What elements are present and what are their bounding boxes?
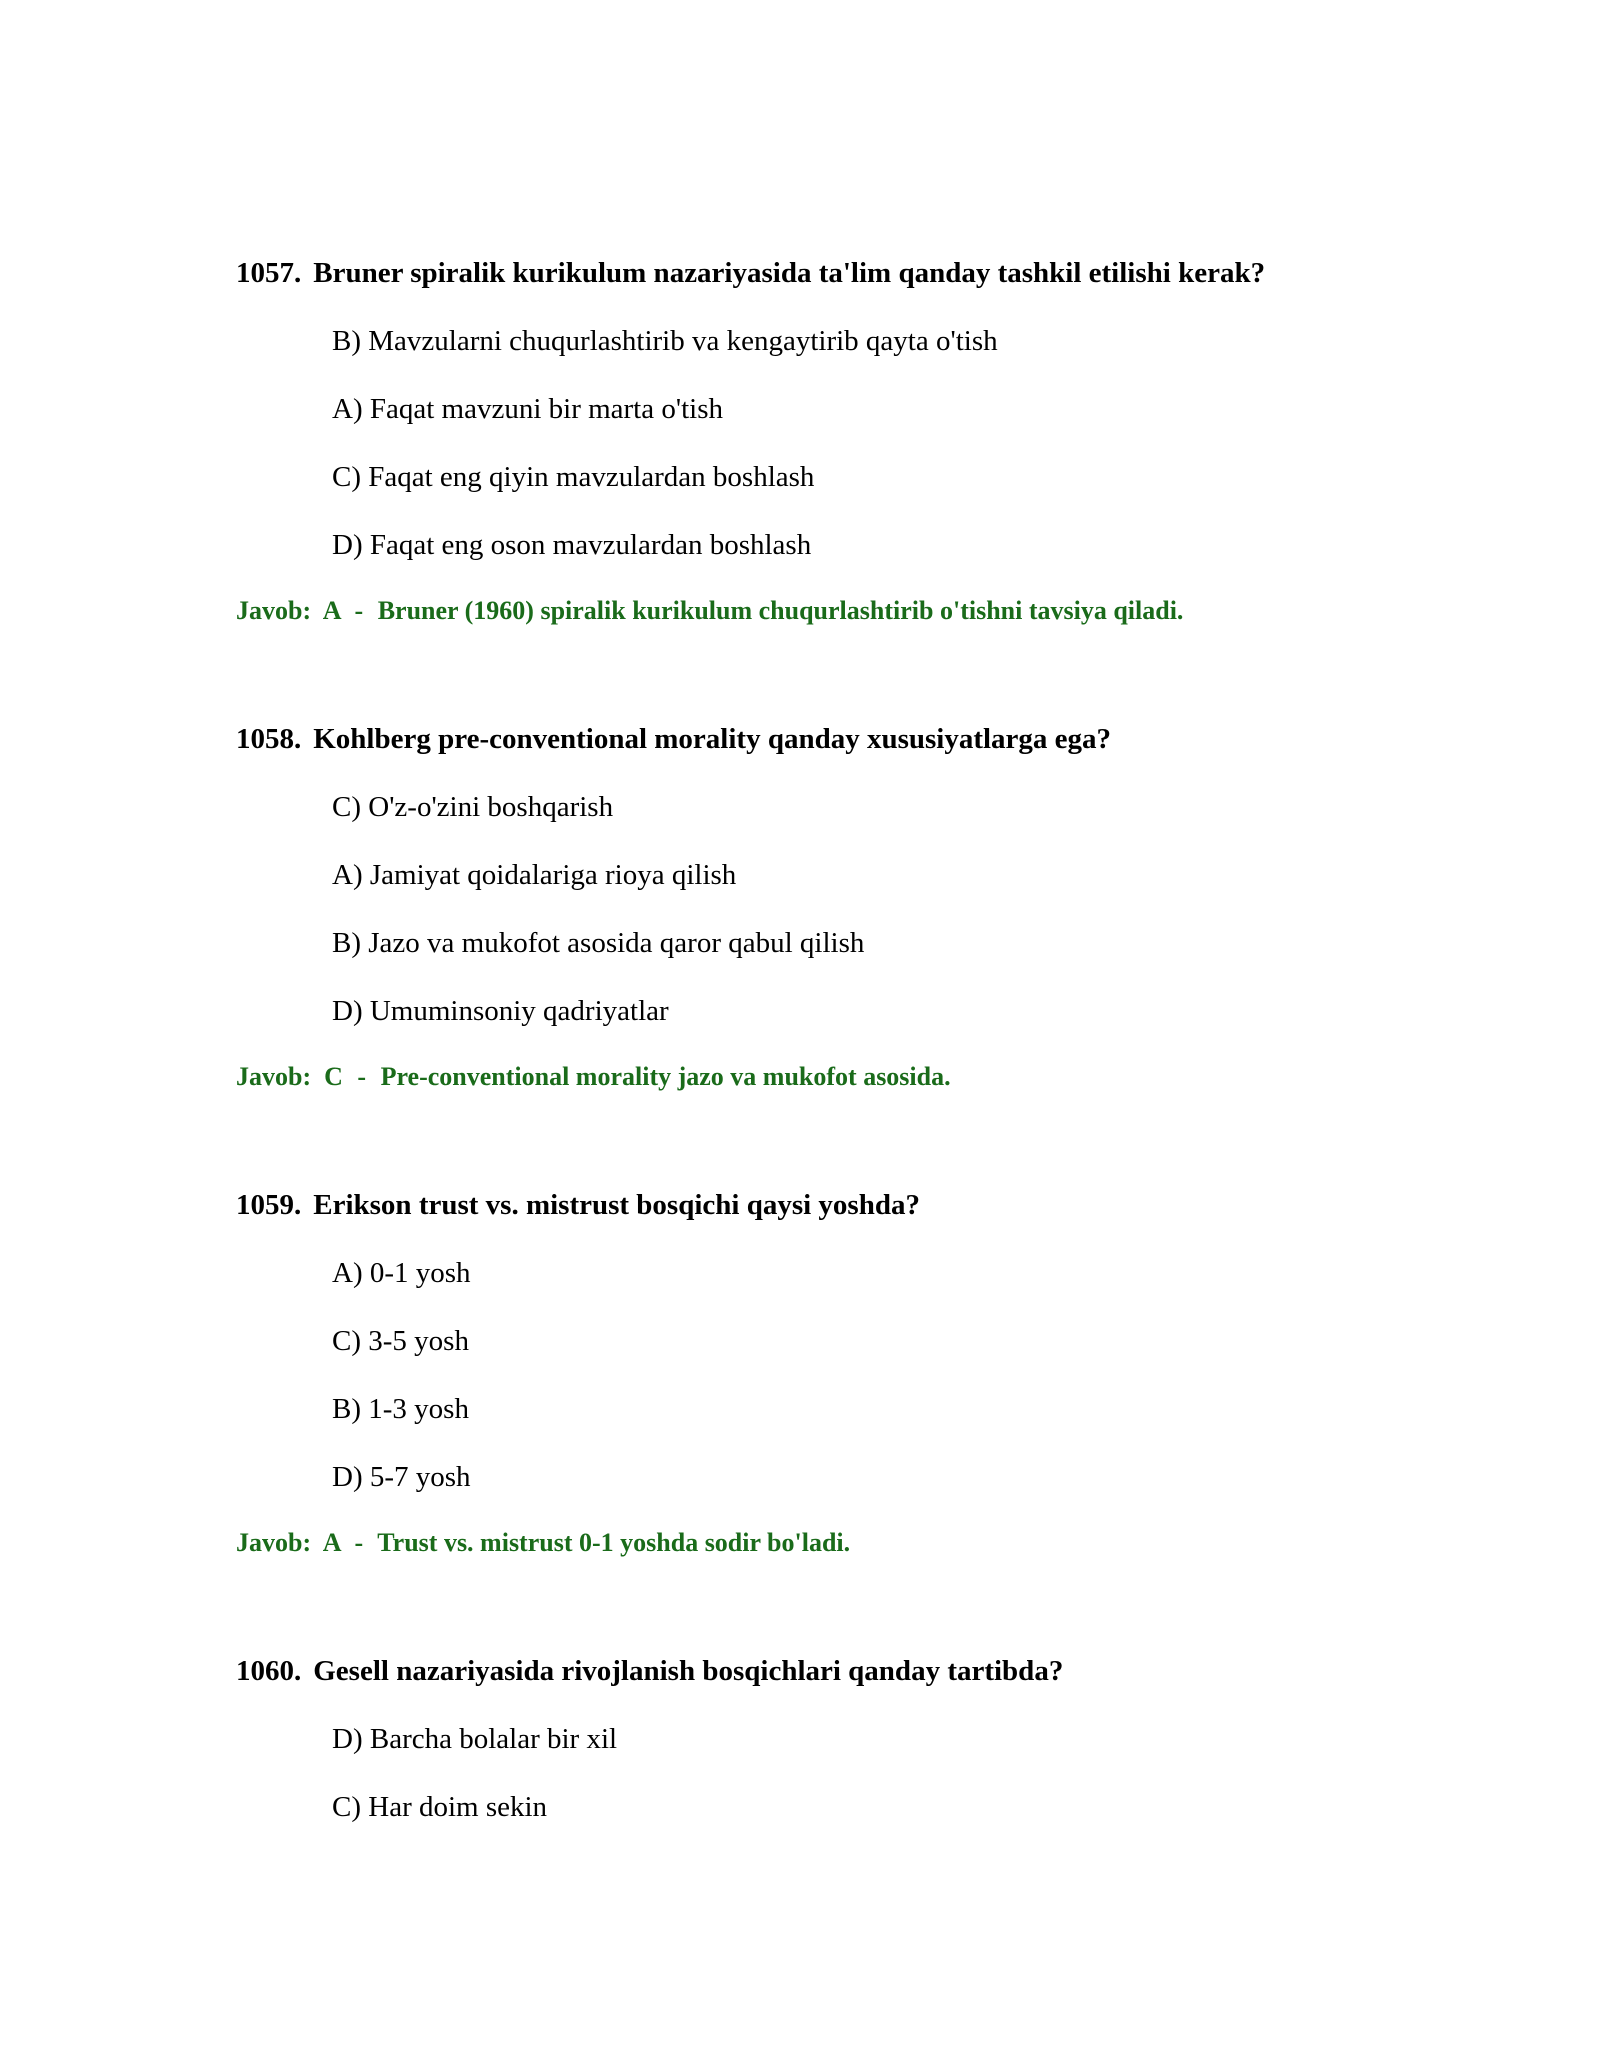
option-item: A) 0-1 yosh	[332, 1257, 471, 1289]
option-item: D) Barcha bolalar bir xil	[332, 1723, 618, 1755]
option-item: C) 3-5 yosh	[332, 1325, 469, 1357]
option-item: C) Har doim sekin	[332, 1791, 548, 1823]
answer-line	[236, 1062, 1436, 1092]
answer-label: Javob:	[236, 1528, 312, 1557]
question-title	[236, 1654, 1436, 1688]
option-item: B) Jazo va mukofot asosida qaror qabul qilish	[332, 927, 865, 959]
option-item: C) Faqat eng qiyin mavzulardan boshlash	[332, 461, 815, 493]
option-item: B) 1-3 yosh	[332, 1393, 469, 1425]
answer-dash: -	[354, 596, 364, 625]
answer-label: Javob:	[236, 1062, 312, 1091]
answer-line	[236, 1528, 1436, 1558]
question-1059	[236, 1188, 1436, 1558]
question-text: Kohlberg pre-conventional morality qanday xususiyatlarga ega?	[313, 723, 1112, 755]
answer-dash: -	[357, 1062, 367, 1091]
answer-explanation: Bruner (1960) spiralik kurikulum chuqurlashtirib o'tishni tavsiya qiladi.	[377, 596, 1184, 625]
option-item: D) 5-7 yosh	[332, 1461, 471, 1493]
option-item: D) Umuminsoniy qadriyatlar	[332, 995, 669, 1027]
question-text: Bruner spiralik kurikulum nazariyasida ta'lim qanday tashkil etilishi kerak?	[313, 257, 1266, 289]
answer-letter: A	[322, 1528, 341, 1557]
answer-explanation: Pre-conventional morality jazo va mukofot asosida.	[380, 1062, 951, 1091]
question-title	[236, 722, 1436, 756]
question-text: Gesell nazariyasida rivojlanish bosqichlari qanday tartibda?	[313, 1655, 1064, 1687]
answer-label: Javob:	[236, 596, 312, 625]
answer-dash: -	[354, 1528, 364, 1557]
option-item: C) O'z-o'zini boshqarish	[332, 791, 614, 823]
answer-line	[236, 596, 1436, 626]
answer-explanation: Trust vs. mistrust 0-1 yoshda sodir bo'ladi.	[377, 1528, 851, 1557]
options-list	[236, 1722, 1436, 1824]
option-item: A) Jamiyat qoidalariga rioya qilish	[332, 859, 737, 891]
answer-letter: A	[322, 596, 341, 625]
question-number: 1059.	[236, 1189, 302, 1221]
question-title	[236, 1188, 1436, 1222]
question-number: 1060.	[236, 1655, 302, 1687]
question-text: Erikson trust vs. mistrust bosqichi qaysi yoshda?	[313, 1189, 920, 1221]
answer-letter: C	[324, 1062, 343, 1091]
question-1060	[236, 1654, 1436, 1824]
question-1057	[236, 256, 1436, 626]
question-number: 1057.	[236, 257, 302, 289]
option-item: D) Faqat eng oson mavzulardan boshlash	[332, 529, 812, 561]
question-number: 1058.	[236, 723, 302, 755]
question-title	[236, 256, 1436, 290]
question-1058	[236, 722, 1436, 1092]
option-item: B) Mavzularni chuqurlashtirib va kengaytirib qayta o'tish	[332, 325, 998, 357]
option-item: A) Faqat mavzuni bir marta o'tish	[332, 393, 723, 425]
options-list	[236, 1256, 1436, 1494]
options-list	[236, 324, 1436, 562]
options-list	[236, 790, 1436, 1028]
